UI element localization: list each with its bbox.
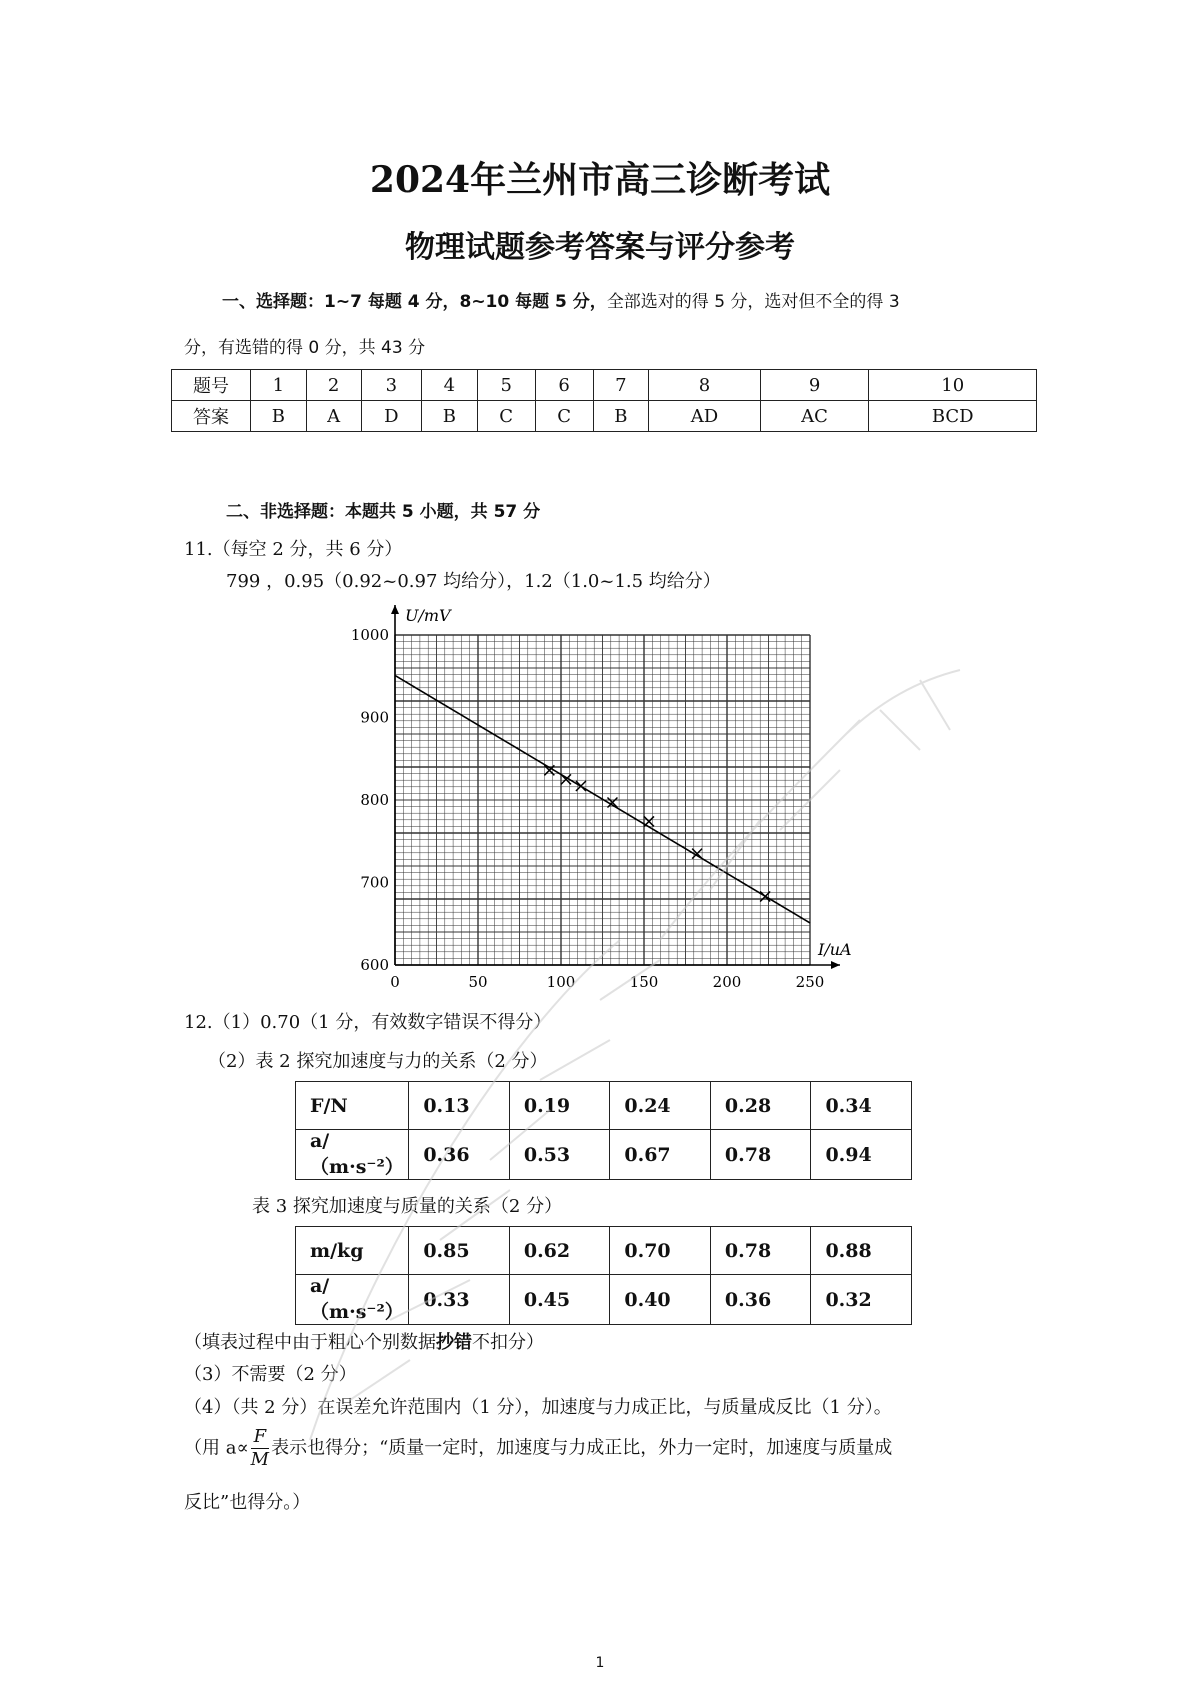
q12-part1: 12.（1）0.70（1 分，有效数字错误不得分）	[184, 1012, 552, 1033]
q12-part3: （3）不需要（2 分）	[184, 1364, 357, 1385]
y-tick-label: 600	[360, 956, 389, 974]
q12-part2: （2）表 2 探究加速度与力的关系（2 分）	[208, 1051, 548, 1072]
table-cell: 5	[477, 370, 535, 401]
q12-part5-post: 表示也得分；“质量一定时，加速度与力成正比，外力一定时，加速度与质量成	[271, 1437, 893, 1459]
y-tick-label: 1000	[350, 626, 389, 644]
table-cell: 3	[361, 370, 421, 401]
x-axis-label: I/uA	[818, 940, 852, 959]
y-axis-arrow-icon	[391, 605, 399, 614]
y-tick-label: 800	[360, 791, 389, 809]
table-cell: 9	[760, 370, 869, 401]
q11-head: 11.（每空 2 分，共 6 分）	[184, 539, 403, 560]
table-row	[296, 1227, 912, 1275]
table-cell: 0.67	[610, 1130, 711, 1180]
x-tick-label: 50	[468, 973, 488, 991]
table-cell: 2	[306, 370, 361, 401]
y-tick-label: 700	[360, 873, 389, 892]
table-cell: C	[535, 401, 593, 432]
table-cell: 0.33	[409, 1275, 510, 1325]
table-cell-label: F/N	[296, 1082, 409, 1130]
table-cell: 7	[593, 370, 649, 401]
table-cell: 0.85	[409, 1227, 510, 1275]
table3-caption: 表 3 探究加速度与质量的关系（2 分）	[252, 1196, 563, 1217]
table-cell-label: a/（m·s⁻²）	[296, 1275, 409, 1325]
table-cell: 4	[422, 370, 478, 401]
q11-answer: 799 ，0.95（0.92~0.97 均给分），1.2（1.0~1.5 均给分）	[226, 571, 721, 592]
table-cell: B	[422, 401, 478, 432]
table-cell: 1	[251, 370, 307, 401]
q12-part4: （4）（共 2 分）在误差允许范围内（1 分），加速度与力成正比，与质量成反比（1 分）。	[184, 1397, 892, 1418]
table-cell: 0.94	[811, 1130, 912, 1180]
table-cell-label: a/（m·s⁻²）	[296, 1130, 409, 1180]
table-cell: D	[361, 401, 421, 432]
table-row	[296, 1275, 912, 1325]
table-cell: AC	[760, 401, 869, 432]
table-cell: 0.36	[409, 1130, 510, 1180]
table-cell: 0.13	[409, 1082, 510, 1130]
table-cell: 0.62	[509, 1227, 610, 1275]
table3-mass	[295, 1226, 912, 1325]
x-tick-label: 100	[546, 973, 576, 991]
y-axis-label: U/mV	[405, 606, 451, 625]
fraction-denominator: M	[250, 1449, 270, 1470]
table-cell: 0.34	[811, 1082, 912, 1130]
table-cell: C	[477, 401, 535, 432]
q12-note-pre: （填表过程中由于粗心个别数据	[184, 1332, 436, 1353]
table-cell: 0.78	[710, 1227, 811, 1275]
x-tick-label: 200	[712, 973, 742, 991]
table-cell: 0.78	[710, 1130, 811, 1180]
document-subtitle: 物理试题参考答案与评分参考	[405, 230, 795, 265]
table-cell: 0.36	[710, 1275, 811, 1325]
table-cell: A	[306, 401, 361, 432]
table-cell: 8	[649, 370, 760, 401]
section2-heading: 二、非选择题：本题共 5 小题，共 57 分	[226, 502, 541, 522]
x-axis-arrow-icon	[831, 961, 840, 969]
table-cell: B	[251, 401, 307, 432]
q12-part5	[184, 1426, 892, 1471]
table-cell: AD	[649, 401, 760, 432]
table-cell: 0.70	[610, 1227, 711, 1275]
table-cell: 0.28	[710, 1082, 811, 1130]
document-title: 2024年兰州市高三诊断考试	[369, 159, 831, 201]
q12-part5-line2: 反比”也得分。）	[184, 1492, 311, 1513]
table-cell: 6	[535, 370, 593, 401]
table-cell: 答案	[172, 401, 251, 432]
table-cell: 0.24	[610, 1082, 711, 1130]
table-cell: 0.45	[509, 1275, 610, 1325]
answer-table-row-answers	[172, 401, 1037, 432]
answer-table-row-numbers	[172, 370, 1037, 401]
table-cell: B	[593, 401, 649, 432]
table-cell: 0.53	[509, 1130, 610, 1180]
x-tick-label: 250	[795, 973, 825, 991]
table-row	[296, 1130, 912, 1180]
x-tick-label: 0	[390, 973, 400, 991]
q12-note-post: 不扣分）	[472, 1332, 544, 1353]
section1-heading-rest: 全部选对的得 5 分，选对但不全的得 3	[606, 292, 900, 312]
section1-heading-line2: 分，有选错的得 0 分，共 43 分	[184, 338, 426, 358]
x-tick-label: 150	[629, 973, 659, 991]
table-cell: BCD	[869, 401, 1037, 432]
u-i-graph	[340, 605, 860, 1000]
page-number: 1	[595, 1655, 605, 1671]
table-cell: 0.19	[509, 1082, 610, 1130]
table2-force	[295, 1081, 912, 1180]
table-cell: 0.88	[811, 1227, 912, 1275]
fraction-f-over-m	[251, 1426, 269, 1471]
table-cell: 0.40	[610, 1275, 711, 1325]
table-cell: 0.32	[811, 1275, 912, 1325]
table-row	[296, 1082, 912, 1130]
q12-part5-pre: （用 a∝	[184, 1437, 249, 1459]
table-cell-label: m/kg	[296, 1227, 409, 1275]
fraction-numerator: F	[251, 1426, 269, 1449]
y-tick-label: 900	[360, 708, 389, 727]
answer-table	[171, 369, 1037, 432]
q12-note	[184, 1328, 544, 1354]
section1-heading-bold: 一、选择题：1~7 每题 4 分，8~10 每题 5 分，	[222, 292, 607, 312]
section1-heading-line1	[222, 287, 900, 312]
table-cell: 10	[869, 370, 1037, 401]
table-cell: 题号	[172, 370, 251, 401]
q12-note-bold: 抄错	[436, 1332, 472, 1353]
